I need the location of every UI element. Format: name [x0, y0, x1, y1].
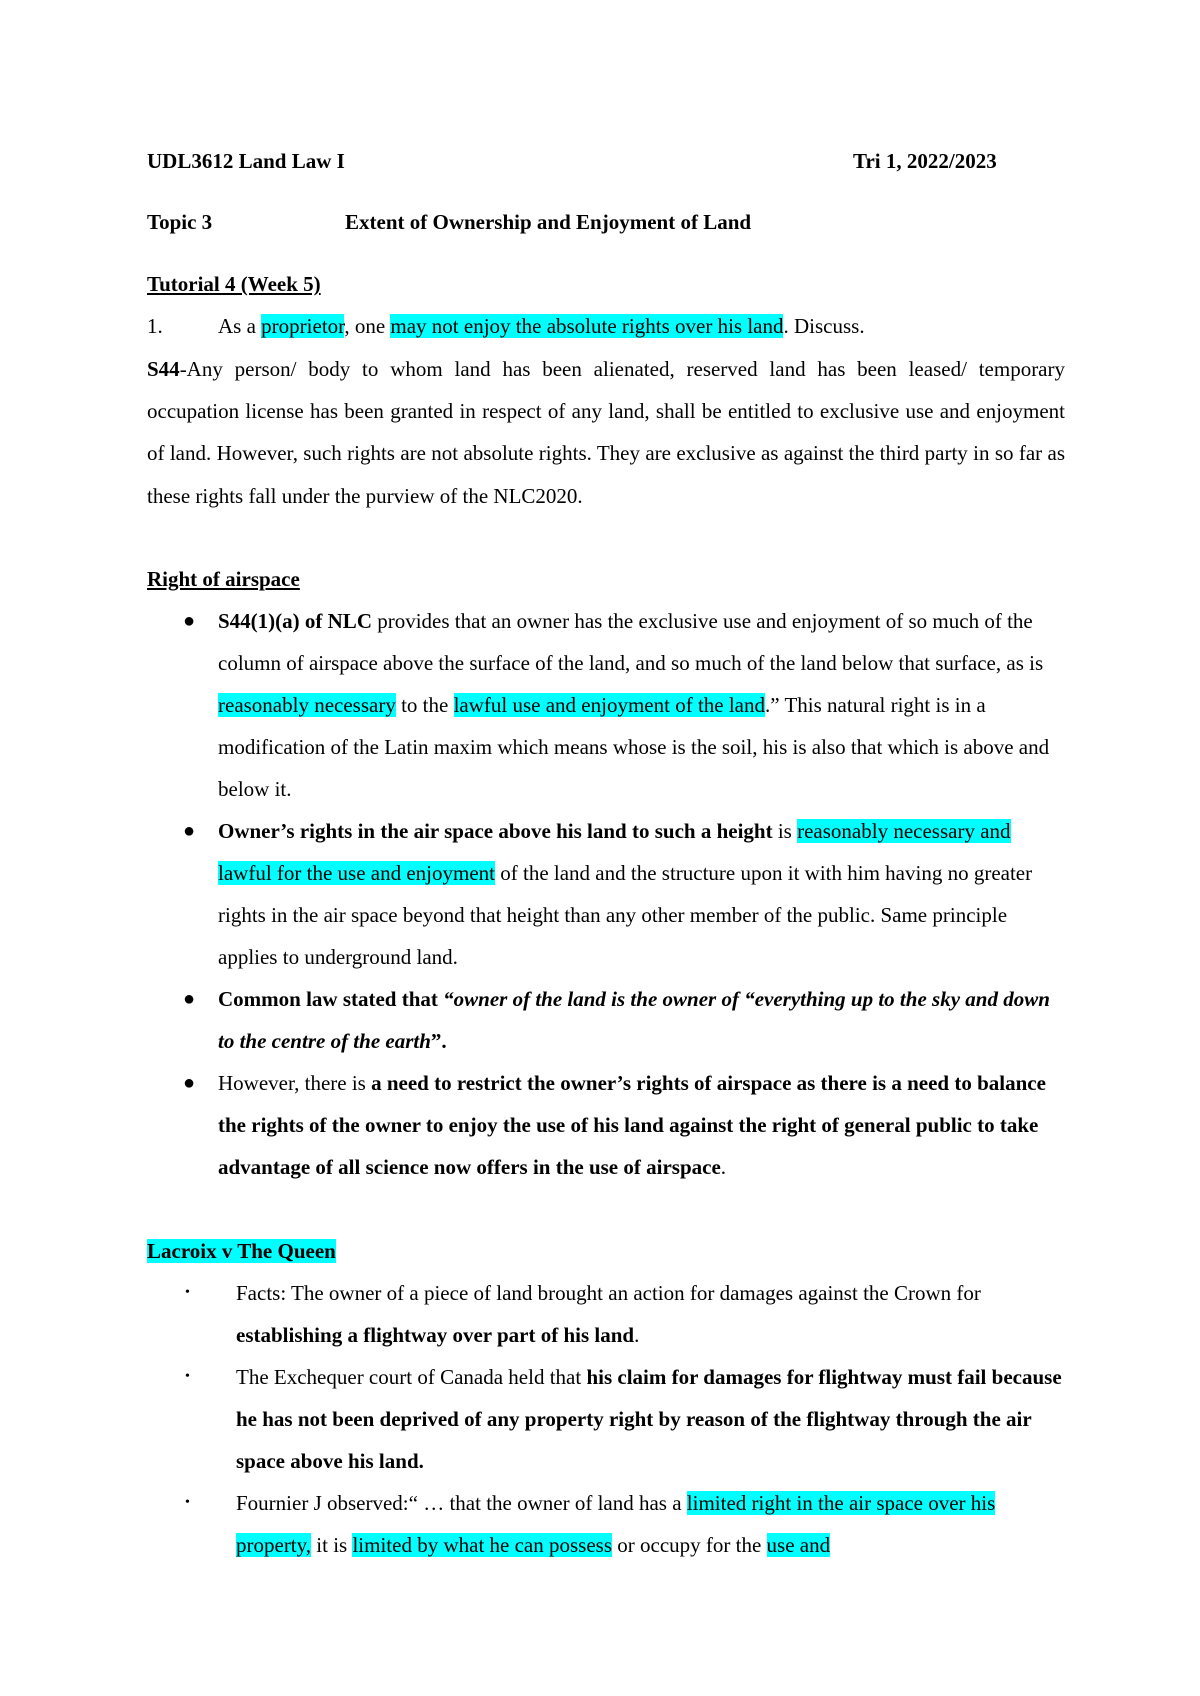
- s44-paragraph: S44-Any person/ body to whom land has been alienated, reserved land has been leased/ temporary occupation license has been granted in respect of any land, shall be entitled to exclusive use and enjoyment of land. However, such rights are not absolute rights. They are exclusive as against the third party in so far as these rights fall under the purview of the NLC2020.: [147, 357, 1065, 508]
- bullet-dot-icon: •: [185, 1495, 190, 1510]
- bullet-dot-icon: ●: [183, 820, 196, 842]
- question-text: As a proprietor, one may not enjoy the absolute rights over his land. Discuss.: [218, 314, 865, 338]
- highlight: use and: [766, 1533, 831, 1557]
- highlight: reasonably necessary and lawful for the use and enjoyment: [218, 819, 1011, 885]
- airspace-bullet-2: Owner’s rights in the air space above his land to such a height is reasonably necessary and lawful for the use and enjoyment of the land and the structure upon it with him having no greater rights in the air space beyond that height than any other member of the public. Same principle applies to underground land.: [218, 819, 1033, 969]
- lacroix-bullet-1: Facts: The owner of a piece of land brought an action for damages against the Crown for establishing a flightway over part of his land.: [236, 1281, 981, 1347]
- course-code: UDL3612 Land Law I: [147, 149, 345, 173]
- airspace-bullet-1: S44(1)(a) of NLC provides that an owner has the exclusive use and enjoyment of so much of the column of airspace above the surface of the land, and so much of the land below that surface, as is reasonably necessary to the lawful use and enjoyment of the land.” This natural right is in a modification of the Latin maxim which means whose is the soil, his is also that which is above and below it.: [218, 609, 1050, 801]
- tutorial-heading: Tutorial 4 (Week 5): [147, 272, 321, 296]
- bullet-dot-icon: •: [185, 1369, 190, 1384]
- lacroix-bullet-3: Fournier J observed:“ … that the owner of land has a limited right in the air space over his property, it is limited by what he can possess or occupy for the use and: [236, 1491, 996, 1557]
- bullet-dot-icon: ●: [183, 610, 196, 632]
- highlight: limited by what he can possess: [352, 1533, 613, 1557]
- airspace-heading: Right of airspace: [147, 567, 300, 591]
- lacroix-bullet-2: The Exchequer court of Canada held that his claim for damages for flightway must fail because he has not been deprived of any property right by reason of the flightway through the air space above his land.: [236, 1365, 1062, 1473]
- highlight: reasonably necessary: [218, 693, 396, 717]
- bullet-dot-icon: ●: [183, 1072, 196, 1094]
- topic-title: Extent of Ownership and Enjoyment of Land: [345, 210, 752, 234]
- bullet-dot-icon: ●: [183, 988, 196, 1010]
- airspace-bullet-3: Common law stated that “owner of the land is the owner of “everything up to the sky and down to the centre of the earth”.: [218, 987, 1050, 1053]
- highlight: proprietor: [261, 314, 345, 338]
- bullet-dot-icon: •: [185, 1285, 190, 1300]
- highlight: may not enjoy the absolute rights over his land: [390, 314, 784, 338]
- highlight: limited right in the air space over his property,: [236, 1491, 996, 1557]
- case-heading: Lacroix v The Queen: [147, 1239, 336, 1263]
- question-number: 1.: [147, 314, 163, 338]
- term-label: Tri 1, 2022/2023: [853, 149, 997, 173]
- airspace-bullet-4: However, there is a need to restrict the owner’s rights of airspace as there is a need to balance the rights of the owner to enjoy the use of his land against the right of general public to take advantage of all science now offers in the use of airspace.: [218, 1071, 1046, 1179]
- highlight: lawful use and enjoyment of the land: [453, 693, 766, 717]
- topic-label: Topic 3: [147, 210, 213, 234]
- s44-label: S44: [147, 357, 180, 381]
